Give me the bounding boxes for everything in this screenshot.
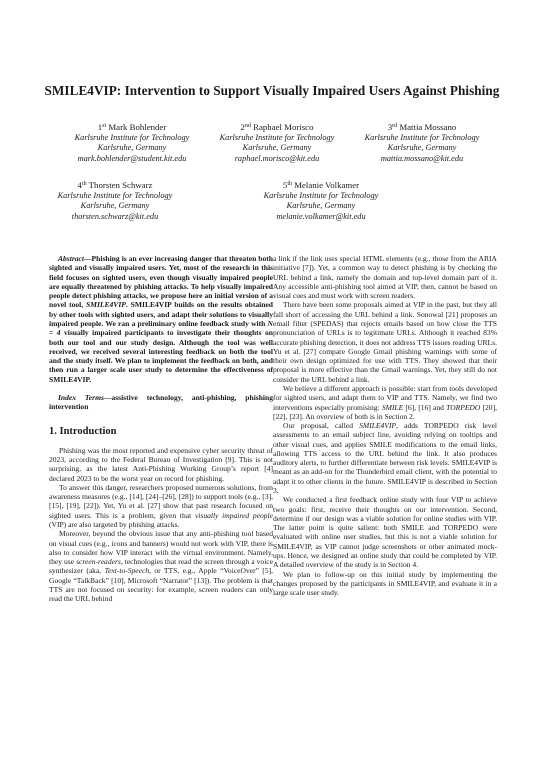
author-affiliation: Karlsruhe Institute for Technology xyxy=(364,132,480,142)
author-affiliation: Karlsruhe Institute for Technology xyxy=(74,132,190,142)
author-email: melanie.volkamer@kit.edu xyxy=(276,212,366,222)
author-name: 4th Thorsten Schwarz xyxy=(77,180,153,190)
paragraph: There have been some proposals aimed at VIP in the past, but they all fall short of accessing the URL behind a link. Sonowal [21] proposes an email filter (SPEDAS) that rejects emails based on how close the TTS pronunciation of URLs is to legitimate URLs. Although it reached 83% accurate phishing detection, it does not address TTS issues reading URLs. Yu et al. [27] compare Google Gmail phishing warnings with some of their own design optimized for use with TTS. They showed that their proposal is more effective than the Gmail warnings. Yet, they still do not consider the URL behind a link. xyxy=(273,300,497,384)
abstract-label: Abstract xyxy=(58,254,84,263)
author-email: mattia.mossano@kit.edu xyxy=(380,154,464,164)
author-email: mark.bohlender@student.kit.edu xyxy=(77,154,187,164)
index-terms: Index Terms—assistive technology, anti-phishing, phishing intervention xyxy=(49,392,273,412)
author-email: raphael.morisco@kit.edu xyxy=(234,154,320,164)
author-name: 2nd Raphael Morisco xyxy=(240,122,314,132)
paragraph: a link if the link uses special HTML elements (e.g., those from the ARIA initiative [7]). Yet, a common way to detect phishing is by checking the URL behind a link, namely the domain and top-level domain part of it. Any accessible anti-phishing tool aimed at VIP, then, cannot be based on visual cues and must work with screen readers. xyxy=(273,254,497,301)
author-block-1 xyxy=(62,122,202,165)
author-city: Karlsruhe, Germany xyxy=(286,201,356,211)
paragraph: Moreover, beyond the obvious issue that any anti-phishing tool based on visual cues (e.g., icons and banners) would not work with VIP, there is also to consider how VIP interact with the virtual environment. Namely, they use screen-readers, technologies that read the screen through a voice synthesizer (aka, Text-to-Speech, or TTS, e.g., Apple “VoiceOver” [5], Google “TalkBack” [10], Microsoft “Narrator” [13]). The problem is that TTS are not focused on security: for example, screen readers can only read the URL behind xyxy=(49,529,274,604)
author-city: Karlsruhe, Germany xyxy=(242,143,312,153)
author-name: 1st Mark Bohlender xyxy=(97,122,167,132)
author-city: Karlsruhe, Germany xyxy=(80,201,150,211)
paragraph: To answer this danger, researchers proposed numerous solutions, from awareness measures (e.g., [14], [24]–[26], [28]) to support tools (e.g., [3], [15], [19], [22]). Yet, Yu et al. [27] show that past research focused on sighted users. This is a problem, given that visually impaired people (VIP) are also targeted by phishing attacks. xyxy=(49,482,274,530)
section-heading-introduction: 1. Introduction xyxy=(49,425,117,437)
author-affiliation: Karlsruhe Institute for Technology xyxy=(57,190,173,200)
paragraph: We conducted a first feedback online study with four VIP to achieve two goals: first, receive their thoughts on our intervention. Second, determine if our design was a viable solution for online studies with VIP. The latter point is quite salient: both SMILE and TORPEDO were evaluated with online user studies, but this is not a viable solution for SMILE4VIP, as VIP cannot judge screenshots or other animated mock-ups. Hence, we designed an online study that could be completed by VIP. A detailed overview of the study is in Section 4. xyxy=(273,495,497,570)
author-block-4 xyxy=(40,180,190,223)
author-affiliation: Karlsruhe Institute for Technology xyxy=(219,132,335,142)
author-email: thorsten.schwarz@kit.edu xyxy=(71,212,159,222)
author-block-2 xyxy=(207,122,347,165)
paragraph: Our proposal, called SMILE4VIP, adds TORPEDO risk level assessments to an email subject line, avoiding relying on tooltips and other visual cues, and applies SMILE modifications to the email links, allowing TTS access to the URL behind the link. It also produces auditory alerts, to further differentiate between risk levels. SMILE4VIP is meant as an add-on for the Thunderbird email client, with the potential to adapt it to other clients in the future. SMILE4VIP is described in Section 3. xyxy=(273,421,497,496)
author-block-5 xyxy=(246,180,396,223)
author-block-3 xyxy=(352,122,492,165)
right-column xyxy=(273,254,497,597)
author-name: 5th Melanie Volkamer xyxy=(282,180,360,190)
paper-title: SMILE4VIP: Intervention to Support Visually Impaired Users Against Phishing xyxy=(44,83,500,98)
author-affiliation: Karlsruhe Institute for Technology xyxy=(263,190,379,200)
paragraph: We believe a different approach is possible: start from tools developed for sighted users, and adapt them to VIP and TTS. Namely, we find two interventions especially promising: SMILE [6], [16] and TORPEDO [20], [22], [23]. An overview of both is in Section 2. xyxy=(273,383,497,421)
author-city: Karlsruhe, Germany xyxy=(97,143,167,153)
left-column xyxy=(49,254,273,604)
paragraph: Phishing was the most reported and expensive cyber security threat of 2023, according to the Federal Bureau of Investigation [9]. This is not surprising, as the latest Anti-Phishing Working Group’s report [4] declared 2023 to be the worst year on record for phishing. xyxy=(49,445,273,483)
author-city: Karlsruhe, Germany xyxy=(387,143,457,153)
abstract: Abstract—Phishing is an ever increasing danger that threaten both sighted and visually impaired users. Yet, most of the research in this field focuses on sighted users, even though visually impaired people are equally threatened by phishing attacks. To help visually impaired people detect phishing attacks, we propose here an initial version of a novel tool, SMILE4VIP. SMILE4VIP builds on the results obtained by other tools with sighted users, and adapt their solutions to visually impaired people. We ran a preliminary online feedback study with N = 4 visually impaired participants to investigate their thoughts on both our tool and our study design. Although the tool was well received, we received several interesting feedback on both the tool and the study itself. We plan to implement the feedback on both, and then run a larger scale user study to determine the effectiveness of SMILE4VIP. xyxy=(49,254,273,384)
author-name: 3rd Mattia Mossano xyxy=(387,122,457,132)
index-terms-label: Index Terms xyxy=(58,392,104,402)
paragraph: We plan to follow-up on this initial study by implementing the changes proposed by the participants in SMILE4VIP, and evaluate it in a large scale user study. xyxy=(273,569,497,598)
